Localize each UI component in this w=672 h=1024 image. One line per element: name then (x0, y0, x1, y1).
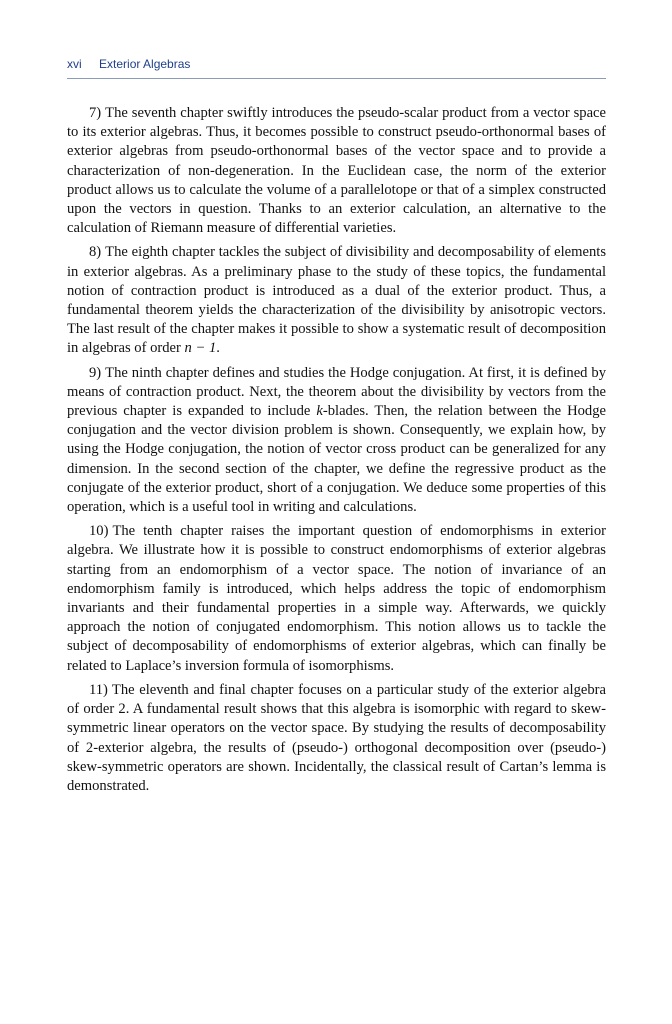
paragraph-text: The seventh chapter swiftly introduces the pseudo-scalar product from a vector space to its exterior algebras. Thus, it becomes possible to construct pseudo-orthonormal bases of exterior algebras from pseudo-orthonormal bases of the vector space and to provide a characterization of non-degeneration. In the Euclidean case, the norm of the exterior product allows us to calculate the volume of a parallelotope or that of a simplex constructed upon the vectors in question. Thanks to an exterior calculation, an alternative to the calculation of Riemann measure of differential varieties. (67, 105, 606, 237)
book-title: Exterior Algebras (99, 57, 191, 71)
page-number: xvi (67, 57, 82, 71)
paragraph-number: 9) (89, 364, 102, 381)
page-body (67, 104, 606, 801)
paragraph-number: 10) (89, 523, 109, 540)
math-expression: k (316, 403, 323, 420)
paragraph-text: The tenth chapter raises the important question of endomorphisms in exterior algebra. We illustrate how it is possible to construct endomorphisms of exterior algebras starting from an endomorphism of a vector space. The notion of invariance of an endomorphism family is introduced, which helps address the topic of endomorphism invariants and their fundamental properties in a simple way. Afterwards, we quickly approach the notion of conjugated endomorphism. This notion allows us to tackle the subject of decomposability of endomorphisms of exterior algebras, which can finally be related to Laplace’s inversion formula of isomorphisms. (67, 523, 606, 674)
paragraph-text: The ninth chapter defines and studies the Hodge conjugation. At first, it is defined by means of contraction product. Next, the theorem about the divisibility by vectors from the previous chapter is expanded to include (67, 364, 606, 420)
paragraph-chapter-10 (67, 522, 606, 676)
paragraph-text-end: . (216, 340, 220, 357)
paragraph-text-end: -blades. Then, the relation between the Hodge conjugation and the vector division problem is shown. Consequently, we explain how, by using the Hodge conjugation, the notion of vector cross product can be generalized for any dimension. In the second section of the chapter, we define the regressive product as the conjugate of the exterior product, short of a conjugation. We deduce some properties of this operation, which is a useful tool in writing and calculations. (67, 403, 606, 516)
running-head (67, 57, 606, 79)
paragraph-chapter-7 (67, 104, 606, 238)
math-expression: n − 1 (184, 340, 217, 357)
paragraph-number: 7) (89, 105, 102, 121)
paragraph-text: The eighth chapter tackles the subject of divisibility and decomposability of elements in exterior algebras. As a preliminary phase to the study of these topics, the fundamental notion of contraction product is introduced as a dual of the exterior product. Thus, a fundamental theorem yields the characterization of the divisibility by anisotropic vectors. The last result of the chapter makes it possible to show a systematic result of decomposition in algebras of order (67, 244, 606, 357)
paragraph-chapter-11 (67, 681, 606, 796)
paragraph-number: 11) (89, 681, 108, 698)
paragraph-text: The eleventh and final chapter focuses on a particular study of the exterior algebra of order 2. A fundamental result shows that this algebra is isomorphic with regard to skew-symmetric linear operators on the vector space. By studying the results of decomposability of 2-exterior algebra, the results of (pseudo-) orthogonal decomposition over (pseudo-) skew-symmetric operators are shown. Incidentally, the classical result of Cartan’s lemma is demonstrated. (67, 681, 606, 794)
paragraph-chapter-9 (67, 364, 606, 518)
paragraph-number: 8) (89, 244, 102, 261)
paragraph-chapter-8 (67, 243, 606, 358)
